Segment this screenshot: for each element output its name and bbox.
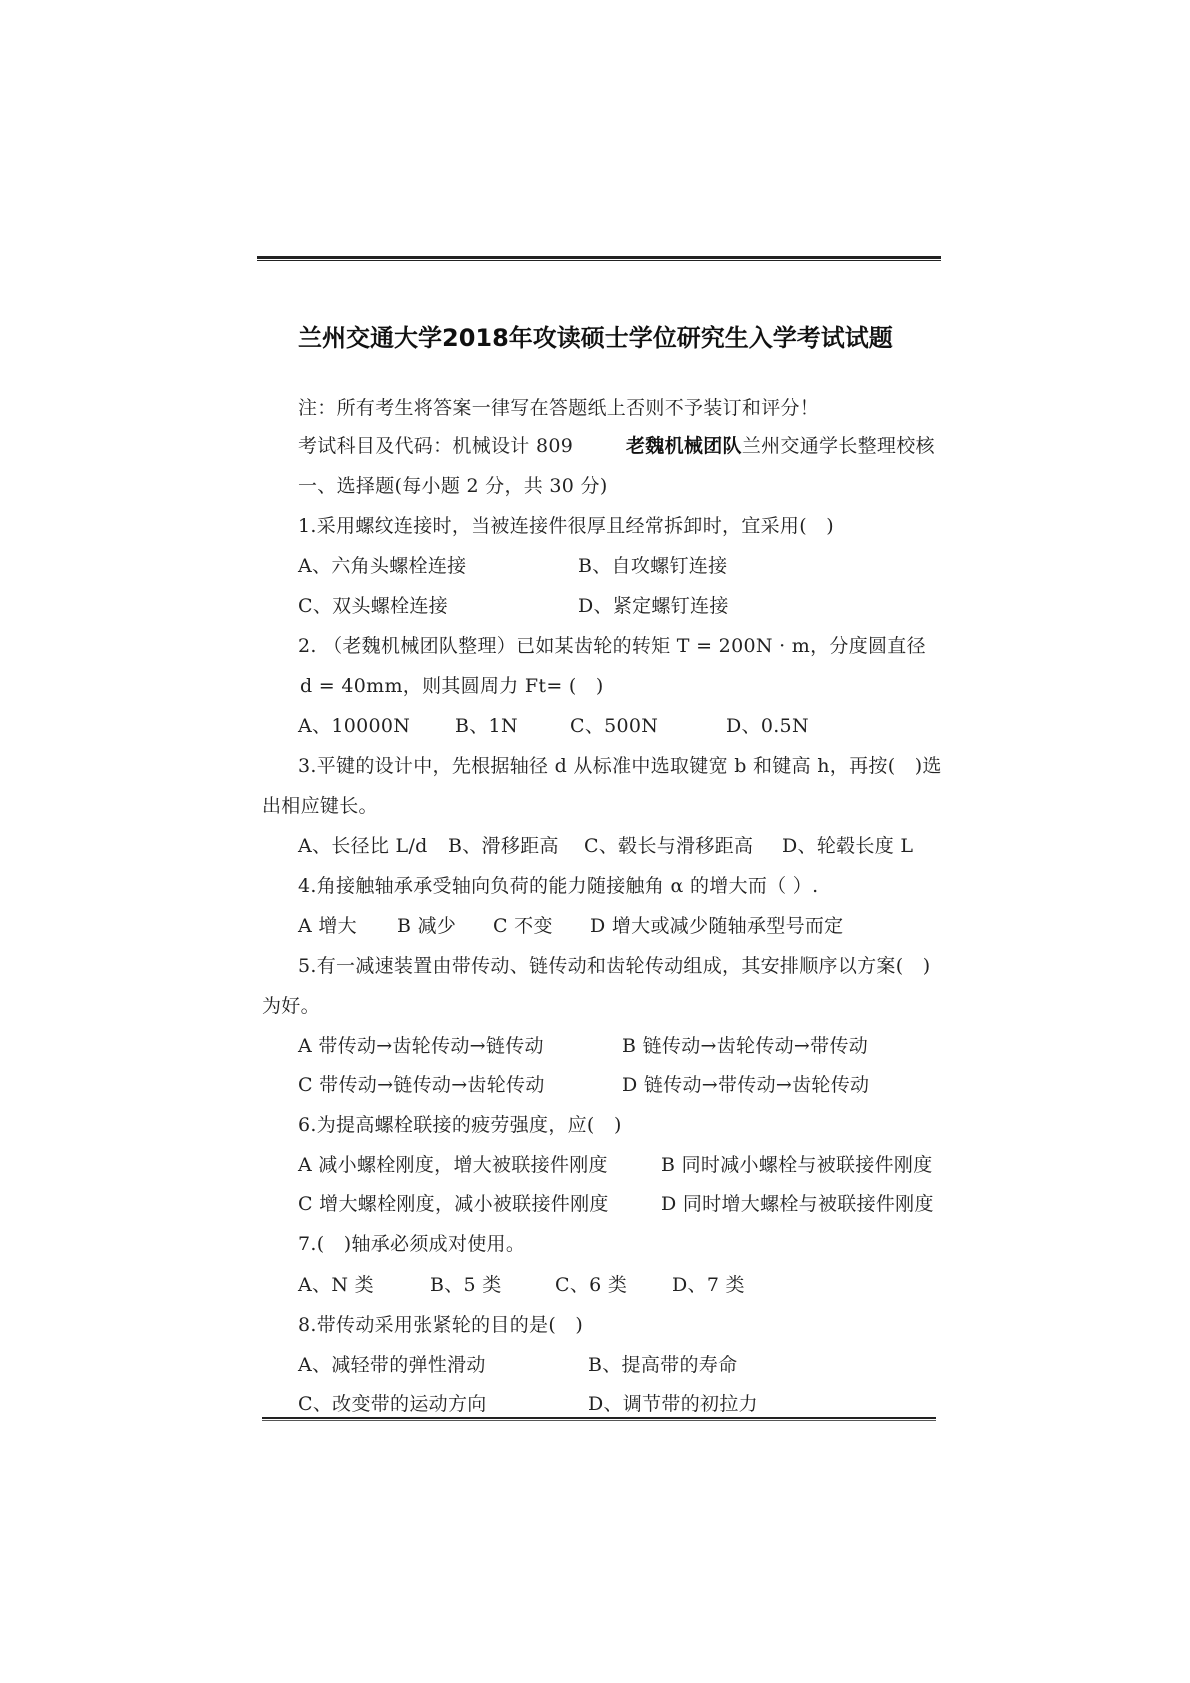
question-1: 1.采用螺纹连接时，当被连接件很厚且经常拆卸时，宜采用( )	[298, 515, 834, 537]
question-2-cont: d = 40mm，则其圆周力 Ft= ( )	[300, 675, 604, 697]
question-7: 7.( )轴承必须成对使用。	[298, 1233, 526, 1255]
page-title: 兰州交通大学2018年攻读硕士学位研究生入学考试试题	[298, 324, 893, 352]
q1-option-c: C、双头螺栓连接	[298, 595, 448, 617]
question-6: 6.为提高螺栓联接的疲劳强度，应( )	[298, 1114, 622, 1136]
question-4: 4.角接触轴承承受轴向负荷的能力随接触角 α 的增大而（ ）.	[298, 875, 819, 897]
q6-option-c: C 增大螺栓刚度，减小被联接件刚度	[298, 1193, 609, 1215]
question-5: 5.有一减速装置由带传动、链传动和齿轮传动组成，其安排顺序以方案( )	[298, 955, 931, 977]
q7-option-c: C、6 类	[555, 1274, 628, 1296]
q2-option-c: C、500N	[570, 715, 659, 737]
q2-option-d: D、0.5N	[726, 715, 809, 737]
compiler-credit	[626, 434, 935, 458]
q5-option-a: A 带传动→齿轮传动→链传动	[298, 1035, 544, 1057]
q6-option-a: A 减小螺栓刚度，增大被联接件刚度	[298, 1154, 608, 1176]
team-name: 老魏机械团队	[626, 435, 742, 457]
q5-option-c: C 带传动→链传动→齿轮传动	[298, 1074, 545, 1096]
q7-option-d: D、7 类	[672, 1274, 745, 1296]
bottom-rule	[262, 1417, 936, 1421]
q5-option-d: D 链传动→带传动→齿轮传动	[622, 1074, 870, 1096]
section-heading: 一、选择题(每小题 2 分，共 30 分)	[298, 475, 608, 497]
team-suffix: 兰州交通学长整理校核	[741, 435, 935, 457]
q7-option-b: B、5 类	[430, 1274, 502, 1296]
question-2: 2. （老魏机械团队整理）已如某齿轮的转矩 T = 200N · m，分度圆直径	[298, 635, 926, 657]
q6-option-d: D 同时增大螺栓与被联接件刚度	[661, 1193, 934, 1215]
question-8: 8.带传动采用张紧轮的目的是( )	[298, 1314, 584, 1336]
q1-option-d: D、紧定螺钉连接	[578, 595, 729, 617]
q1-option-a: A、六角头螺栓连接	[298, 555, 467, 577]
q3-option-a: A、长径比 L/d	[298, 835, 428, 857]
q1-option-b: B、自攻螺钉连接	[578, 555, 728, 577]
q3-option-c: C、毂长与滑移距高	[584, 835, 754, 857]
question-3-cont: 出相应键长。	[262, 795, 378, 817]
question-5-cont: 为好。	[262, 995, 320, 1017]
exam-note: 注：所有考生将答案一律写在答题纸上否则不予装订和评分！	[298, 397, 820, 419]
q7-option-a: A、N 类	[298, 1274, 374, 1296]
q2-option-a: A、10000N	[298, 715, 411, 737]
q4-option-c: C 不变	[493, 915, 553, 937]
q6-option-b: B 同时减小螺栓与被联接件刚度	[661, 1154, 933, 1176]
q4-option-b: B 减少	[397, 915, 457, 937]
q8-option-b: B、提高带的寿命	[588, 1354, 738, 1376]
q8-option-c: C、改变带的运动方向	[298, 1393, 487, 1415]
q4-option-a: A 增大	[298, 915, 357, 937]
top-rule	[257, 256, 941, 261]
question-3: 3.平键的设计中，先根据轴径 d 从标准中选取键宽 b 和键高 h，再按( )选	[298, 755, 942, 777]
q4-option-d: D 增大或减少随轴承型号而定	[590, 915, 844, 937]
exam-subject: 考试科目及代码：机械设计 809	[298, 435, 574, 457]
q5-option-b: B 链传动→齿轮传动→带传动	[622, 1035, 869, 1057]
q3-option-b: B、滑移距高	[448, 835, 559, 857]
q8-option-a: A、减轻带的弹性滑动	[298, 1354, 486, 1376]
q2-option-b: B、1N	[455, 715, 518, 737]
q3-option-d: D、轮毂长度 L	[782, 835, 914, 857]
q8-option-d: D、调节带的初拉力	[588, 1393, 758, 1415]
